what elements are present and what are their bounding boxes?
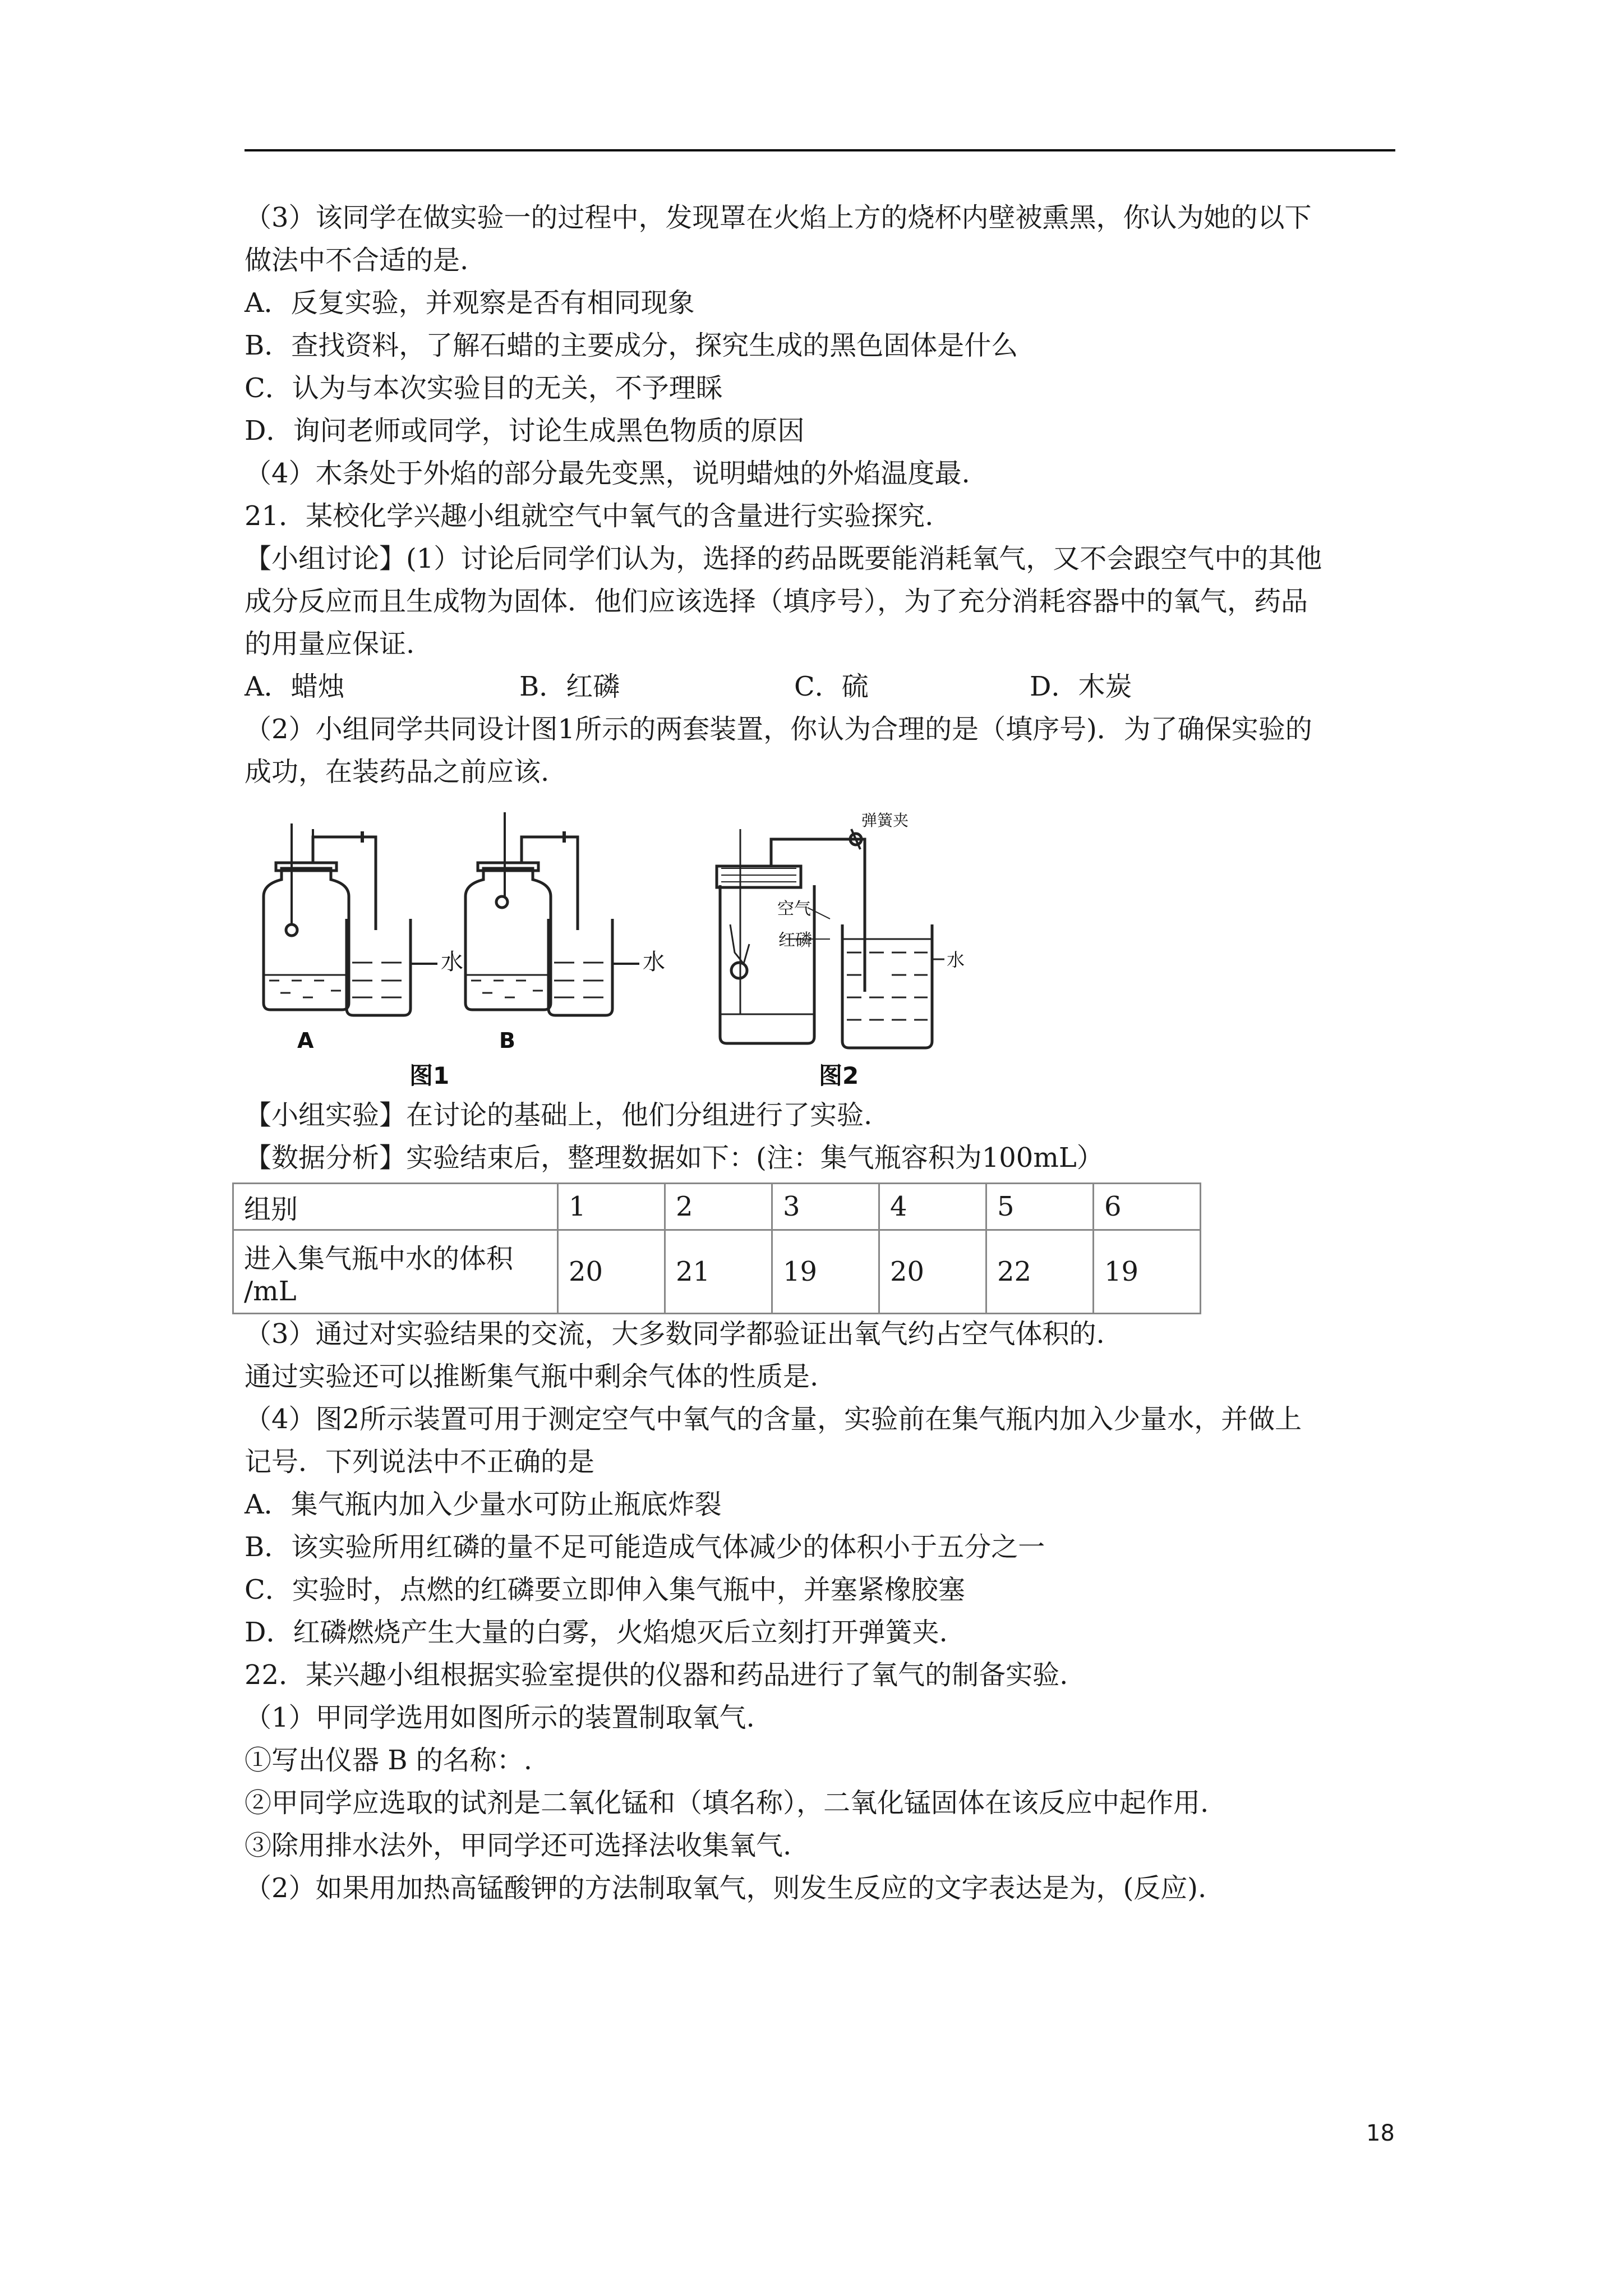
q22-part1-item2: ②甲同学应选取的试剂是二氧化锰和（填名称），二氧化锰固体在该反应中起作用. — [245, 1787, 1209, 1819]
label-water-figure2: 水 — [947, 949, 965, 970]
q22-part1-item3: ③除用排水法外，甲同学还可选择法收集氧气. — [245, 1830, 792, 1861]
q20-part3-option-a: A．反复实验，并观察是否有相同现象 — [245, 287, 695, 319]
label-apparatus-b: B — [499, 1028, 515, 1053]
apparatus-a-drawing — [264, 823, 437, 1015]
label-apparatus-a: A — [297, 1028, 314, 1053]
table-value-1: 20 — [558, 1230, 665, 1314]
table-group-2: 2 — [665, 1184, 772, 1230]
label-water-a: 水 — [441, 949, 463, 975]
q21-option-c: C．硫 — [794, 671, 869, 702]
q21-part4-option-a: A．集气瓶内加入少量水可防止瓶底炸裂 — [245, 1489, 722, 1520]
table-header-label: 组别 — [233, 1184, 558, 1230]
table-row-label-line2: /mL — [244, 1275, 297, 1307]
q21-discussion-line1: 【小组讨论】(1）讨论后同学们认为，选择的药品既要能消耗氧气，又不会跟空气中的其他 — [245, 543, 1322, 574]
apparatus-figure — [247, 812, 1032, 1093]
q21-part2-line2: 成功，在装药品之前应该. — [245, 756, 550, 788]
q21-option-a: A．蜡烛 — [245, 671, 345, 702]
page-number: 18 — [1366, 2120, 1395, 2146]
q20-part3-option-b: B．查找资料，了解石蜡的主要成分，探究生成的黑色固体是什么 — [245, 330, 1018, 361]
q21-part3-line1: （3）通过对实验结果的交流，大多数同学都验证出氧气约占空气体积的. — [245, 1318, 1105, 1350]
table-value-2: 21 — [665, 1230, 772, 1314]
table-value-4: 20 — [879, 1230, 986, 1314]
label-spring-clamp: 弹簧夹 — [861, 812, 909, 830]
table-value-3: 19 — [772, 1230, 879, 1314]
table-row-label — [233, 1230, 558, 1314]
label-water-b: 水 — [643, 949, 665, 975]
q20-part4: （4）木条处于外焰的部分最先变黑，说明蜡烛的外焰温度最. — [245, 458, 970, 489]
q21-part4-option-c: C．实验时，点燃的红磷要立即伸入集气瓶中，并塞紧橡胶塞 — [245, 1574, 965, 1605]
q22-part1-item1: ①写出仪器 B 的名称：. — [245, 1745, 533, 1776]
q21-option-b: B．红磷 — [519, 671, 620, 702]
q21-data-analysis: 【数据分析】实验结束后，整理数据如下：(注：集气瓶容积为100mL） — [245, 1142, 1104, 1174]
table-group-3: 3 — [772, 1184, 879, 1230]
table-value-6: 19 — [1094, 1230, 1201, 1314]
q22-part1: （1）甲同学选用如图所示的装置制取氧气. — [245, 1702, 755, 1733]
q20-part3-line2: 做法中不合适的是. — [245, 245, 469, 276]
q21-part3-line2: 通过实验还可以推断集气瓶中剩余气体的性质是. — [245, 1361, 819, 1392]
table-value-5: 22 — [986, 1230, 1094, 1314]
caption-figure-2: 图2 — [819, 1062, 859, 1089]
data-table — [232, 1182, 1201, 1314]
table-row-label-line1: 进入集气瓶中水的体积 — [244, 1243, 514, 1274]
table-group-4: 4 — [879, 1184, 986, 1230]
q20-part3-option-d: D．询问老师或同学，讨论生成黑色物质的原因 — [245, 415, 805, 447]
caption-figure-1: 图1 — [409, 1062, 450, 1089]
apparatus-figure2-drawing — [717, 829, 944, 1048]
q21-part4-line2: 记号．下列说法中不正确的是 — [245, 1446, 595, 1478]
header-rule — [245, 149, 1395, 151]
q20-part3-option-c: C．认为与本次实验目的无关，不予理睬 — [245, 372, 723, 404]
q21-discussion-line2: 成分反应而且生成物为固体．他们应该选择（填序号），为了充分消耗容器中的氧气，药品 — [245, 586, 1308, 617]
apparatus-b-drawing — [465, 812, 639, 1015]
table-group-5: 5 — [986, 1184, 1094, 1230]
q20-part3-line1: （3）该同学在做实验一的过程中，发现罩在火焰上方的烧杯内壁被熏黑，你认为她的以下 — [245, 202, 1312, 233]
q21-title: 21．某校化学兴趣小组就空气中氧气的含量进行实验探究. — [245, 500, 934, 532]
table-row — [233, 1230, 1201, 1314]
q22-part2: （2）如果用加热高锰酸钾的方法制取氧气，则发生反应的文字表达是为，(反应). — [245, 1872, 1207, 1904]
q21-discussion-line3: 的用量应保证. — [245, 628, 415, 660]
q21-group-experiment: 【小组实验】在讨论的基础上，他们分组进行了实验. — [245, 1099, 873, 1131]
table-header-row — [233, 1184, 1201, 1230]
q21-part4-option-b: B．该实验所用红磷的量不足可能造成气体减少的体积小于五分之一 — [245, 1531, 1045, 1563]
q21-part2-line1: （2）小组同学共同设计图1所示的两套装置，你认为合理的是（填序号)．为了确保实验的 — [245, 714, 1312, 745]
table-group-6: 6 — [1094, 1184, 1201, 1230]
table-group-1: 1 — [558, 1184, 665, 1230]
label-air: 空气 — [777, 899, 811, 919]
label-red-phosphorus: 红磷 — [778, 931, 812, 950]
q21-part4-option-d: D．红磷燃烧产生大量的白雾，火焰熄灭后立刻打开弹簧夹. — [245, 1617, 948, 1648]
q21-part4-line1: （4）图2所示装置可用于测定空气中氧气的含量，实验前在集气瓶内加入少量水，并做上 — [245, 1404, 1302, 1435]
q22-title: 22．某兴趣小组根据实验室提供的仪器和药品进行了氧气的制备实验. — [245, 1659, 1068, 1691]
q21-option-d: D．木炭 — [1030, 671, 1132, 702]
